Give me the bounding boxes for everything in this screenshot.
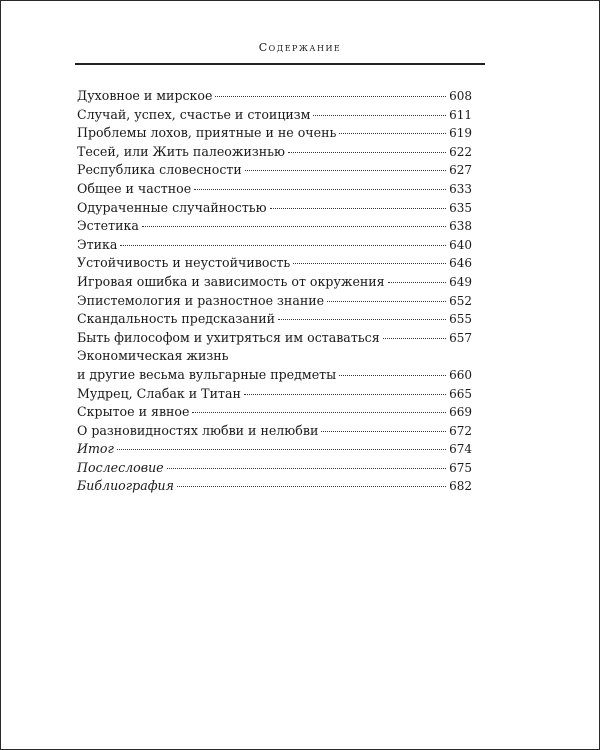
toc-entry bbox=[77, 403, 472, 422]
dot-leader bbox=[117, 449, 446, 450]
toc-entry-title: Устойчивость и неустойчивость bbox=[77, 255, 291, 271]
dot-leader bbox=[339, 133, 446, 134]
toc-entry-title: Одураченные случайностью bbox=[77, 199, 267, 215]
toc-entry-page: 622 bbox=[449, 144, 472, 159]
toc-entry-page: 646 bbox=[449, 256, 472, 271]
toc-entry bbox=[77, 143, 472, 162]
toc-entry-page: 672 bbox=[449, 423, 472, 438]
toc-entry-title: Итог bbox=[77, 441, 114, 457]
toc-entry-page: 665 bbox=[449, 386, 472, 401]
toc-entry-page: 657 bbox=[449, 330, 472, 345]
toc-entry-title: Случай, успех, счастье и стоицизм bbox=[77, 106, 311, 122]
dot-leader bbox=[321, 431, 446, 432]
toc-entry bbox=[77, 199, 472, 218]
toc-entry bbox=[77, 459, 472, 478]
toc-entry-title: Послесловие bbox=[77, 459, 164, 475]
toc-entry bbox=[77, 217, 472, 236]
dot-leader bbox=[192, 412, 446, 413]
toc-entry bbox=[77, 440, 472, 459]
dot-leader bbox=[288, 152, 446, 153]
dot-leader bbox=[388, 282, 446, 283]
dot-leader bbox=[293, 263, 446, 264]
toc-entry-page: 660 bbox=[449, 367, 472, 382]
dot-leader bbox=[383, 338, 446, 339]
dot-leader bbox=[120, 245, 446, 246]
toc-entry bbox=[77, 422, 472, 441]
toc-entry bbox=[77, 385, 472, 404]
toc-entry-title: Мудрец, Слабак и Титан bbox=[77, 385, 241, 401]
toc-entry-page: 633 bbox=[449, 181, 472, 196]
toc-entry-page: 635 bbox=[449, 200, 472, 215]
toc-entry-page: 649 bbox=[449, 274, 472, 289]
toc-entry-page: 675 bbox=[449, 460, 472, 475]
toc-entry-title: Этика bbox=[77, 236, 118, 252]
toc-entry-title: Духовное и мирское bbox=[77, 88, 213, 103]
dot-leader bbox=[194, 189, 446, 190]
toc-entry bbox=[77, 273, 472, 292]
toc-entry-title: О разновидностях любви и нелюбви bbox=[77, 422, 319, 438]
toc-entry-page: 655 bbox=[449, 312, 472, 327]
header-rule bbox=[75, 63, 485, 65]
dot-leader bbox=[339, 375, 446, 376]
toc-entry-title: Библиография bbox=[77, 478, 175, 494]
toc-entry bbox=[77, 161, 472, 180]
dot-leader bbox=[142, 226, 446, 227]
toc-entry-title: Эпистемология и разностное знание bbox=[77, 292, 325, 308]
toc-entry-page: 652 bbox=[449, 293, 472, 308]
toc-entry-page: 640 bbox=[449, 237, 472, 252]
toc-entry-title: Эстетика bbox=[77, 218, 139, 234]
toc-entry-title: Скрытое и явное bbox=[77, 404, 190, 420]
toc-entry-title: Республика словесности bbox=[77, 162, 242, 178]
toc-entry bbox=[77, 254, 472, 273]
toc-entry-title: Общее и частное bbox=[77, 180, 192, 196]
dot-leader bbox=[215, 96, 446, 97]
toc-entry bbox=[77, 106, 472, 125]
dot-leader bbox=[313, 115, 446, 116]
toc-entry-title: Скандальность предсказаний bbox=[77, 311, 276, 327]
toc-entry bbox=[77, 180, 472, 199]
toc-entry bbox=[77, 477, 472, 496]
toc-entry bbox=[77, 310, 472, 329]
dot-leader bbox=[244, 394, 446, 395]
toc-entry bbox=[77, 329, 472, 348]
toc-entry-title-line1: Экономическая жизнь bbox=[77, 348, 229, 364]
toc-entry bbox=[77, 124, 472, 143]
dot-leader bbox=[270, 208, 446, 209]
toc-entry-page: 669 bbox=[449, 405, 472, 420]
dot-leader bbox=[327, 301, 446, 302]
dot-leader bbox=[245, 170, 446, 171]
toc-entry-title: Проблемы лохов, приятные и не очень bbox=[77, 125, 337, 141]
toc-entry-page: 619 bbox=[449, 126, 472, 141]
toc-entry bbox=[77, 87, 472, 106]
dot-leader bbox=[167, 468, 446, 469]
toc-entry-title: и другие весьма вульгарные предметы bbox=[77, 366, 337, 382]
toc-entry-page: 611 bbox=[449, 107, 472, 122]
dot-leader bbox=[177, 486, 446, 487]
toc-entry-page: 674 bbox=[449, 442, 472, 457]
toc-entry-page: 627 bbox=[449, 163, 472, 178]
toc-entry-title: Тесей, или Жить палеожизнью bbox=[77, 143, 285, 159]
toc-entry-title: Игровая ошибка и зависимость от окружения bbox=[77, 273, 385, 289]
toc-entry-page: 638 bbox=[449, 219, 472, 234]
toc-entry-page: 608 bbox=[449, 89, 472, 103]
toc-entry bbox=[77, 366, 472, 385]
toc-entry-page: 682 bbox=[449, 479, 472, 494]
dot-leader bbox=[278, 319, 446, 320]
toc-entry bbox=[77, 236, 472, 255]
toc-entry bbox=[77, 292, 472, 311]
table-of-contents bbox=[77, 87, 472, 496]
toc-entry-title: Быть философом и ухитряться им оставаться bbox=[77, 329, 380, 345]
running-head: Содержание bbox=[258, 41, 342, 54]
